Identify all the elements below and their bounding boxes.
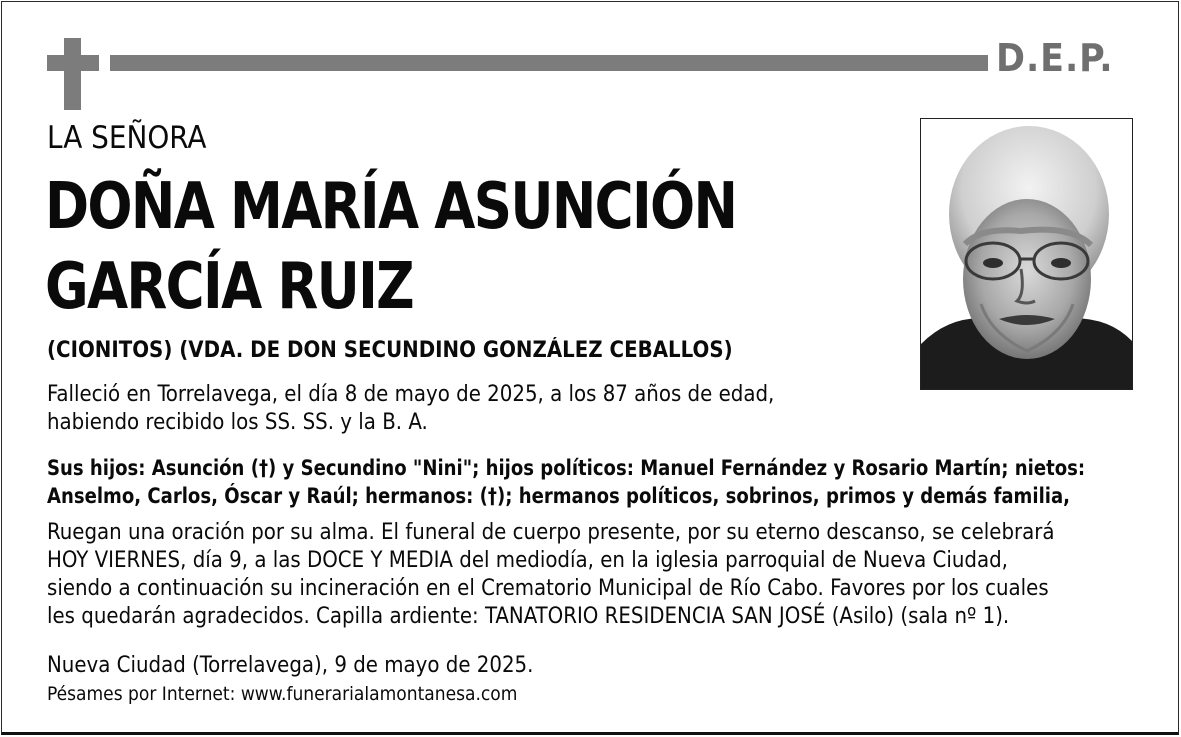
- alias-line: (CIONITOS) (VDA. DE DON SECUNDINO GONZÁLEZ CEBALLOS): [47, 338, 733, 363]
- family-line-2: Anselmo, Carlos, Óscar y Raúl; hermanos: (†); hermanos políticos, sobrinos, primos y demás familia,: [47, 484, 1070, 508]
- header-rule: [110, 55, 988, 71]
- funeral-line-3: siendo a continuación su incineración en el Crematorio Municipal de Río Cabo. Favores por los cuales: [47, 576, 1049, 601]
- funeral-line-4: les quedarán agradecidos. Capilla ardiente: TANATORIO RESIDENCIA SAN JOSÉ (Asilo) (sala nº 1).: [47, 604, 1010, 629]
- portrait-photo: [920, 118, 1133, 390]
- salutation: LA SEÑORA: [47, 120, 207, 156]
- death-line-1: Falleció en Torrelavega, el día 8 de mayo de 2025, a los 87 años de edad,: [47, 382, 775, 407]
- funeral-line-2: HOY VIERNES, día 9, a las DOCE Y MEDIA del mediodía, en la iglesia parroquial de Nueva Ciudad,: [47, 548, 1008, 573]
- deceased-name-line-1: DOÑA MARÍA ASUNCIÓN: [45, 170, 737, 244]
- portrait-image: [921, 119, 1132, 389]
- funeral-line-1: Ruegan una oración por su alma. El funeral de cuerpo presente, por su eterno descanso, se celebrará: [47, 520, 1055, 545]
- place-date: Nueva Ciudad (Torrelavega), 9 de mayo de 2025.: [47, 653, 534, 678]
- family-line-1: Sus hijos: Asunción (†) y Secundino "Nini"; hijos políticos: Manuel Fernández y Rosario Martín; nietos:: [47, 456, 1086, 480]
- death-line-2: habiendo recibido los SS. SS. y la B. A.: [47, 410, 428, 435]
- deceased-name-line-2: GARCÍA RUIZ: [45, 250, 414, 324]
- cross-icon: [47, 38, 99, 110]
- condolences-link: Pésames por Internet: www.funerarialamontanesa.com: [47, 683, 518, 705]
- dep-label: D.E.P.: [996, 36, 1114, 80]
